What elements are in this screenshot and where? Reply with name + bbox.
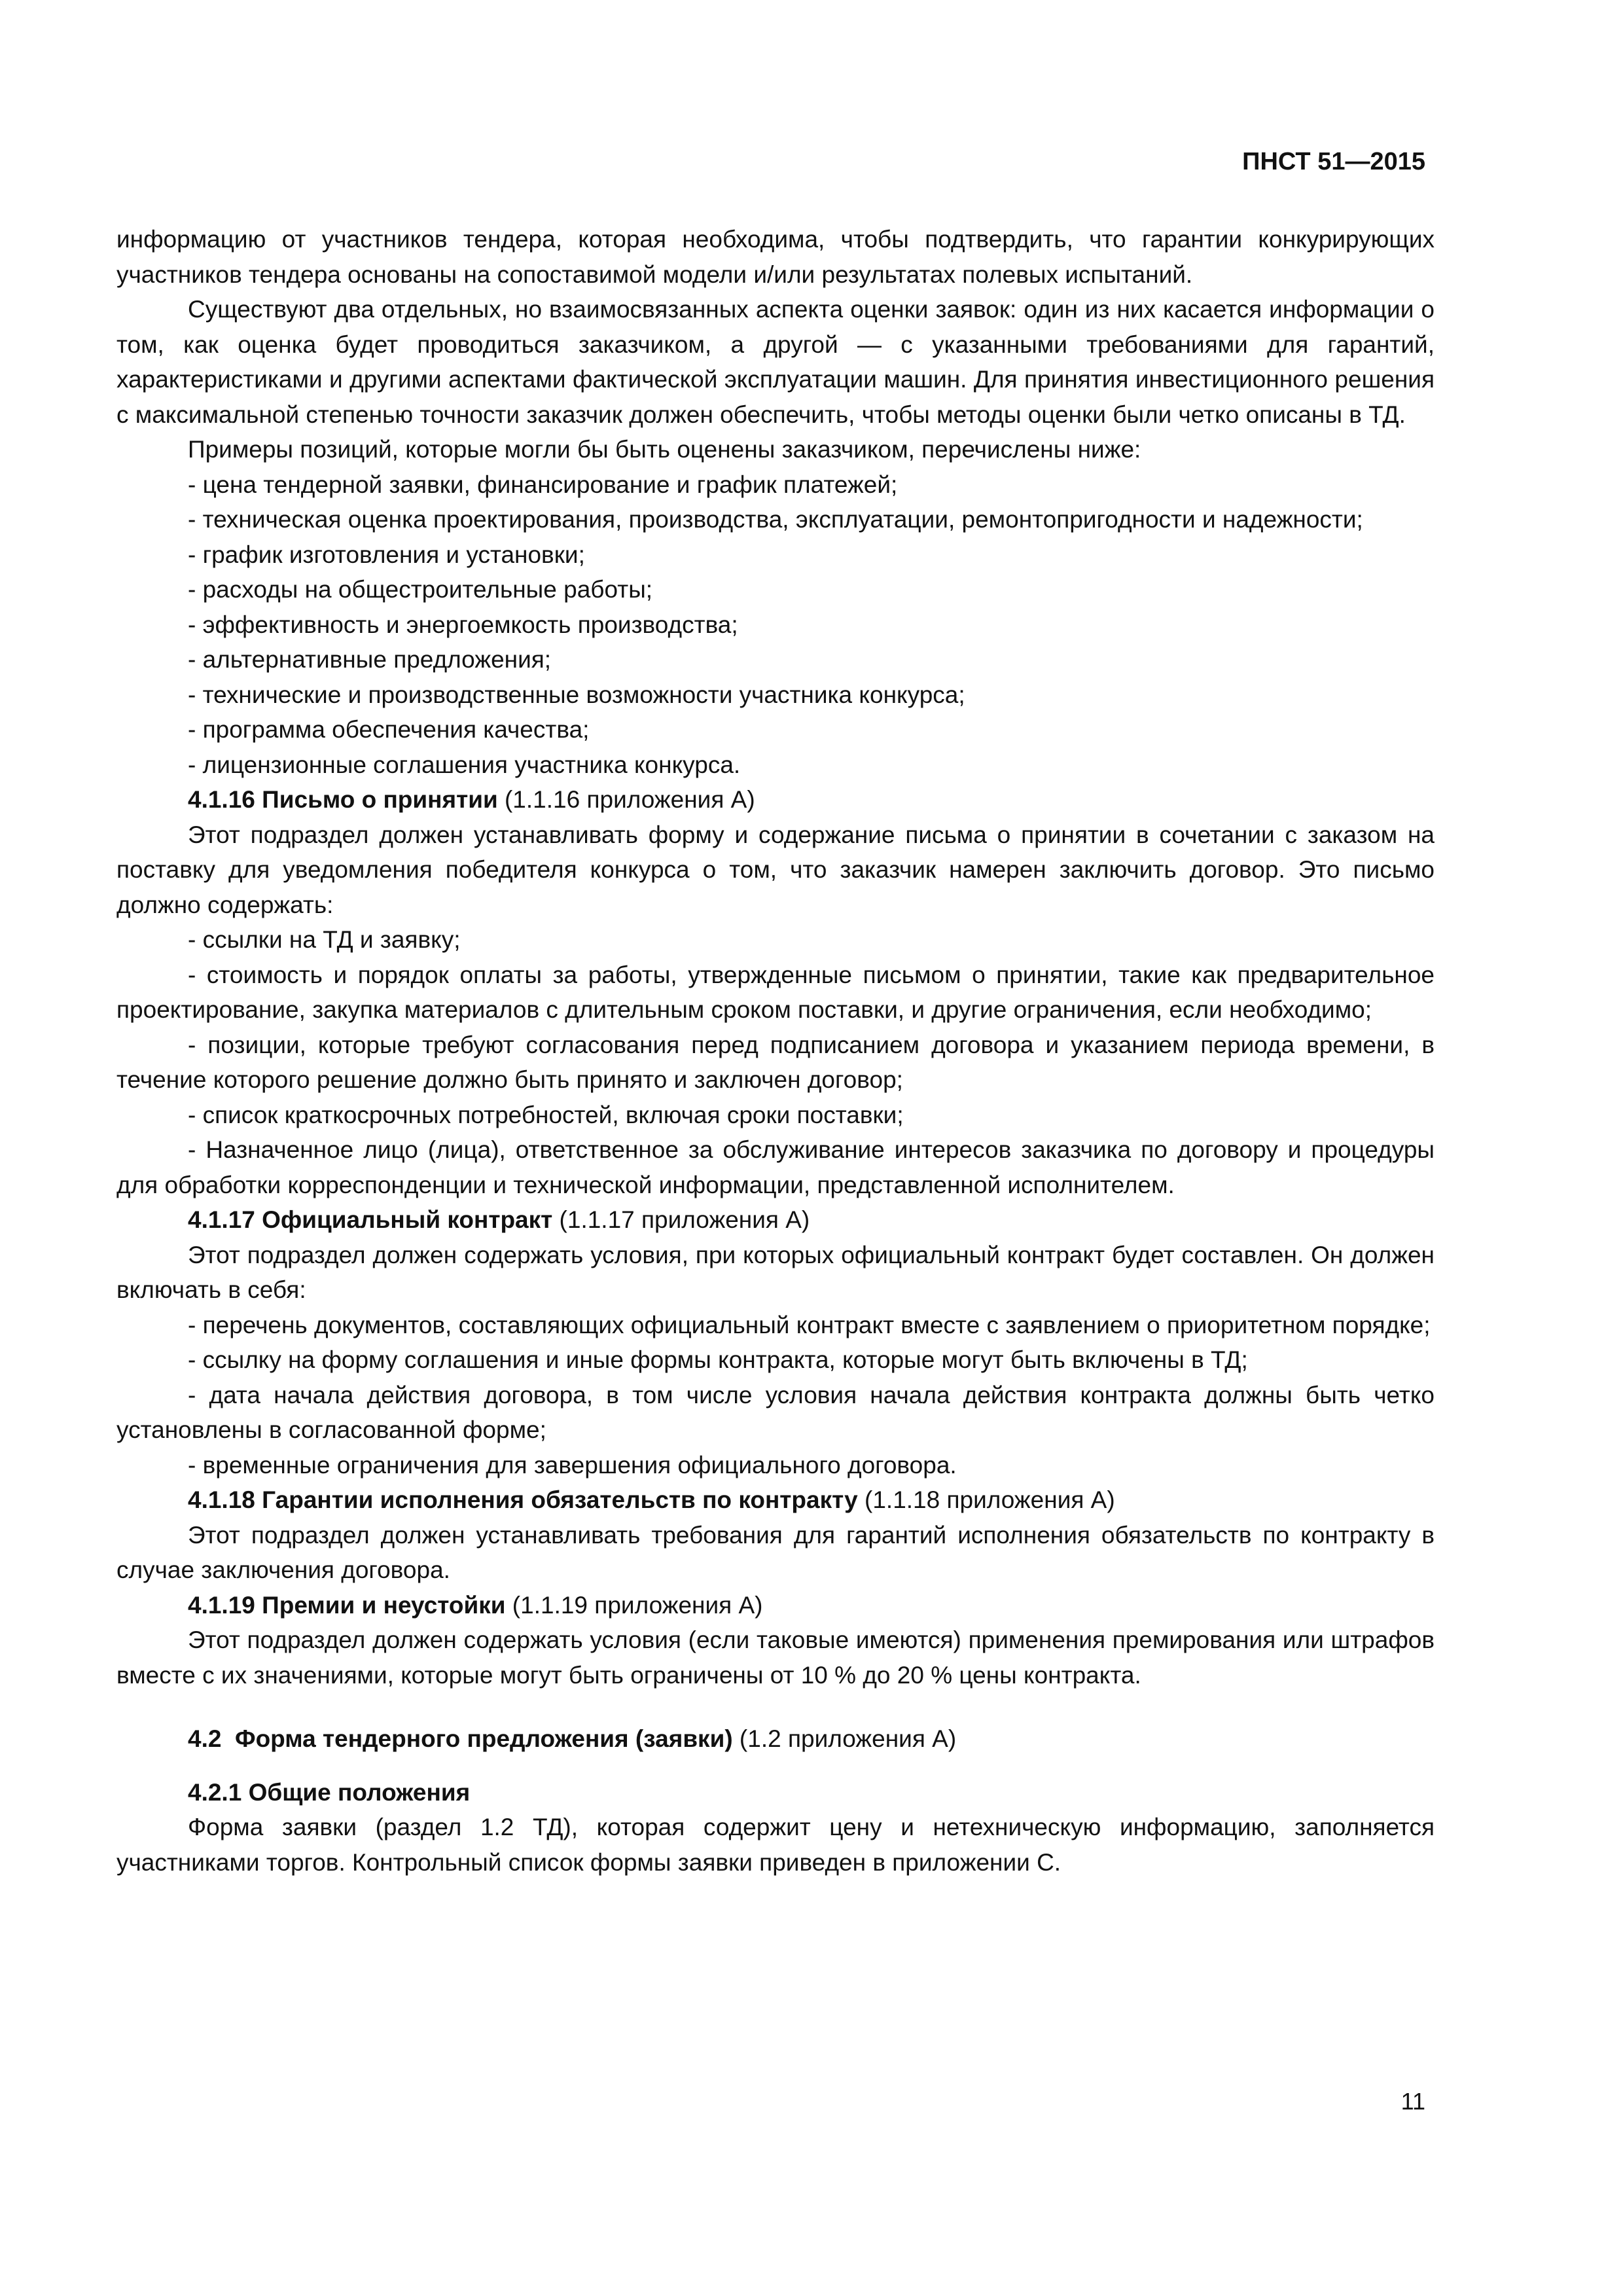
section-title: 4.2.1 Общие положения (188, 1778, 471, 1806)
paragraph-official-contract: Этот подраздел должен содержать условия, при которых официальный контракт будет составлен. Он должен включать в себя: (116, 1241, 1435, 1303)
page-body (116, 222, 1435, 1880)
list-item: - дата начала действия договора, в том числе условия начала действия контракта должны быть четко установлены в согласованной форме; (116, 1381, 1435, 1443)
list-item: - график изготовления и установки; (188, 541, 585, 568)
section-title: 4.1.17 Официальный контракт (188, 1206, 553, 1233)
list-contract-contents (116, 1308, 1435, 1483)
list-item: - временные ограничения для завершения официального договора. (188, 1451, 957, 1479)
list-item: - перечень документов, составляющих официальный контракт вместе с заявлением о приоритетном порядке; (188, 1311, 1431, 1338)
section-heading-4-1-17 (116, 1202, 1435, 1238)
list-item: - эффективность и энергоемкость производства; (188, 611, 738, 638)
section-title: 4.2 Форма тендерного предложения (заявки) (188, 1725, 733, 1752)
section-reference: (1.1.17 приложения А) (552, 1206, 810, 1233)
section-heading-4-1-18 (116, 1482, 1435, 1518)
paragraph-examples-intro: Примеры позиций, которые могли бы быть оценены заказчиком, перечислены ниже: (188, 436, 1141, 463)
paragraph-continuation: информацию от участников тендера, которая необходима, чтобы подтвердить, что гарантии конкурирующих участников тендера основаны на сопоставимой модели и/или результатах полевых испытаний. (116, 226, 1435, 288)
list-item: - техническая оценка проектирования, производства, эксплуатации, ремонтопригодности и надежности; (188, 506, 1363, 533)
list-item: - ссылку на форму соглашения и иные формы контракта, которые могут быть включены в ТД; (188, 1346, 1248, 1373)
list-item: - список краткосрочных потребностей, включая сроки поставки; (188, 1101, 904, 1128)
section-title: 4.1.19 Премии и неустойки (188, 1591, 506, 1619)
list-item: - Назначенное лицо (лица), ответственное за обслуживание интересов заказчика по договору и процедуры для обработки корреспонденции и технической информации, представленной исполнителем. (116, 1136, 1435, 1198)
list-item: - ссылки на ТД и заявку; (188, 926, 461, 953)
list-item: - расходы на общестроительные работы; (188, 576, 653, 603)
section-heading-4-1-19 (116, 1588, 1435, 1623)
section-title: 4.1.18 Гарантии исполнения обязательств по контракту (188, 1486, 858, 1513)
list-evaluation-items (116, 467, 1435, 783)
section-heading-4-2 (116, 1721, 1435, 1757)
paragraph-performance-guarantees: Этот подраздел должен устанавливать требования для гарантий исполнения обязательств по контракту в случае заключения договора. (116, 1521, 1435, 1583)
section-reference: (1.1.18 приложения А) (857, 1486, 1115, 1513)
paragraph-bonuses-penalties: Этот подраздел должен содержать условия (если таковые имеются) применения премирования или штрафов вместе с их значениями, которые могут быть ограничены от 10 % до 20 % цены контракта. (116, 1626, 1435, 1689)
section-reference: (1.2 приложения А) (732, 1725, 957, 1752)
section-heading-4-1-16 (116, 782, 1435, 817)
paragraph-general-provisions: Форма заявки (раздел 1.2 ТД), которая содержит цену и нетехническую информацию, заполняется участниками торгов. Контрольный список формы заявки приведен в приложении С. (116, 1814, 1435, 1876)
list-item: - альтернативные предложения; (188, 646, 552, 673)
list-item: - позиции, которые требуют согласования перед подписанием договора и указанием периода времени, в течение которого решение должно быть принято и заключен договор; (116, 1031, 1435, 1093)
list-item: - стоимость и порядок оплаты за работы, утвержденные письмом о принятии, такие как предварительное проектирование, закупка материалов с длительным сроком поставки, и другие ограничения, если необходимо; (116, 961, 1435, 1023)
document-id-header: ПНСТ 51—2015 (1242, 148, 1425, 175)
section-title: 4.1.16 Письмо о принятии (188, 786, 498, 813)
paragraph-evaluation-aspects: Существуют два отдельных, но взаимосвязанных аспекта оценки заявок: один из них касается информации о том, как оценка будет проводиться заказчиком, а другой — с указанными требованиями для гарантий, характеристиками и другими аспектами фактической эксплуатации машин. Для принятия инвестиционного решения с максимальной степенью точности заказчик должен обеспечить, чтобы методы оценки были четко описаны в ТД. (116, 296, 1435, 428)
paragraph-acceptance-letter: Этот подраздел должен устанавливать форму и содержание письма о принятии в сочетании с заказом на поставку для уведомления победителя конкурса о том, что заказчик намерен заключить договор. Это письмо должно содержать: (116, 821, 1435, 918)
list-item: - программа обеспечения качества; (188, 716, 590, 743)
section-reference: (1.1.16 приложения А) (497, 786, 755, 813)
page-number: 11 (1400, 2088, 1425, 2115)
list-letter-contents (116, 922, 1435, 1202)
list-item: - цена тендерной заявки, финансирование и график платежей; (188, 471, 898, 498)
section-reference: (1.1.19 приложения А) (505, 1591, 763, 1619)
list-item: - лицензионные соглашения участника конкурса. (188, 751, 741, 778)
list-item: - технические и производственные возможности участника конкурса; (188, 681, 965, 708)
section-heading-4-2-1 (116, 1775, 1435, 1810)
